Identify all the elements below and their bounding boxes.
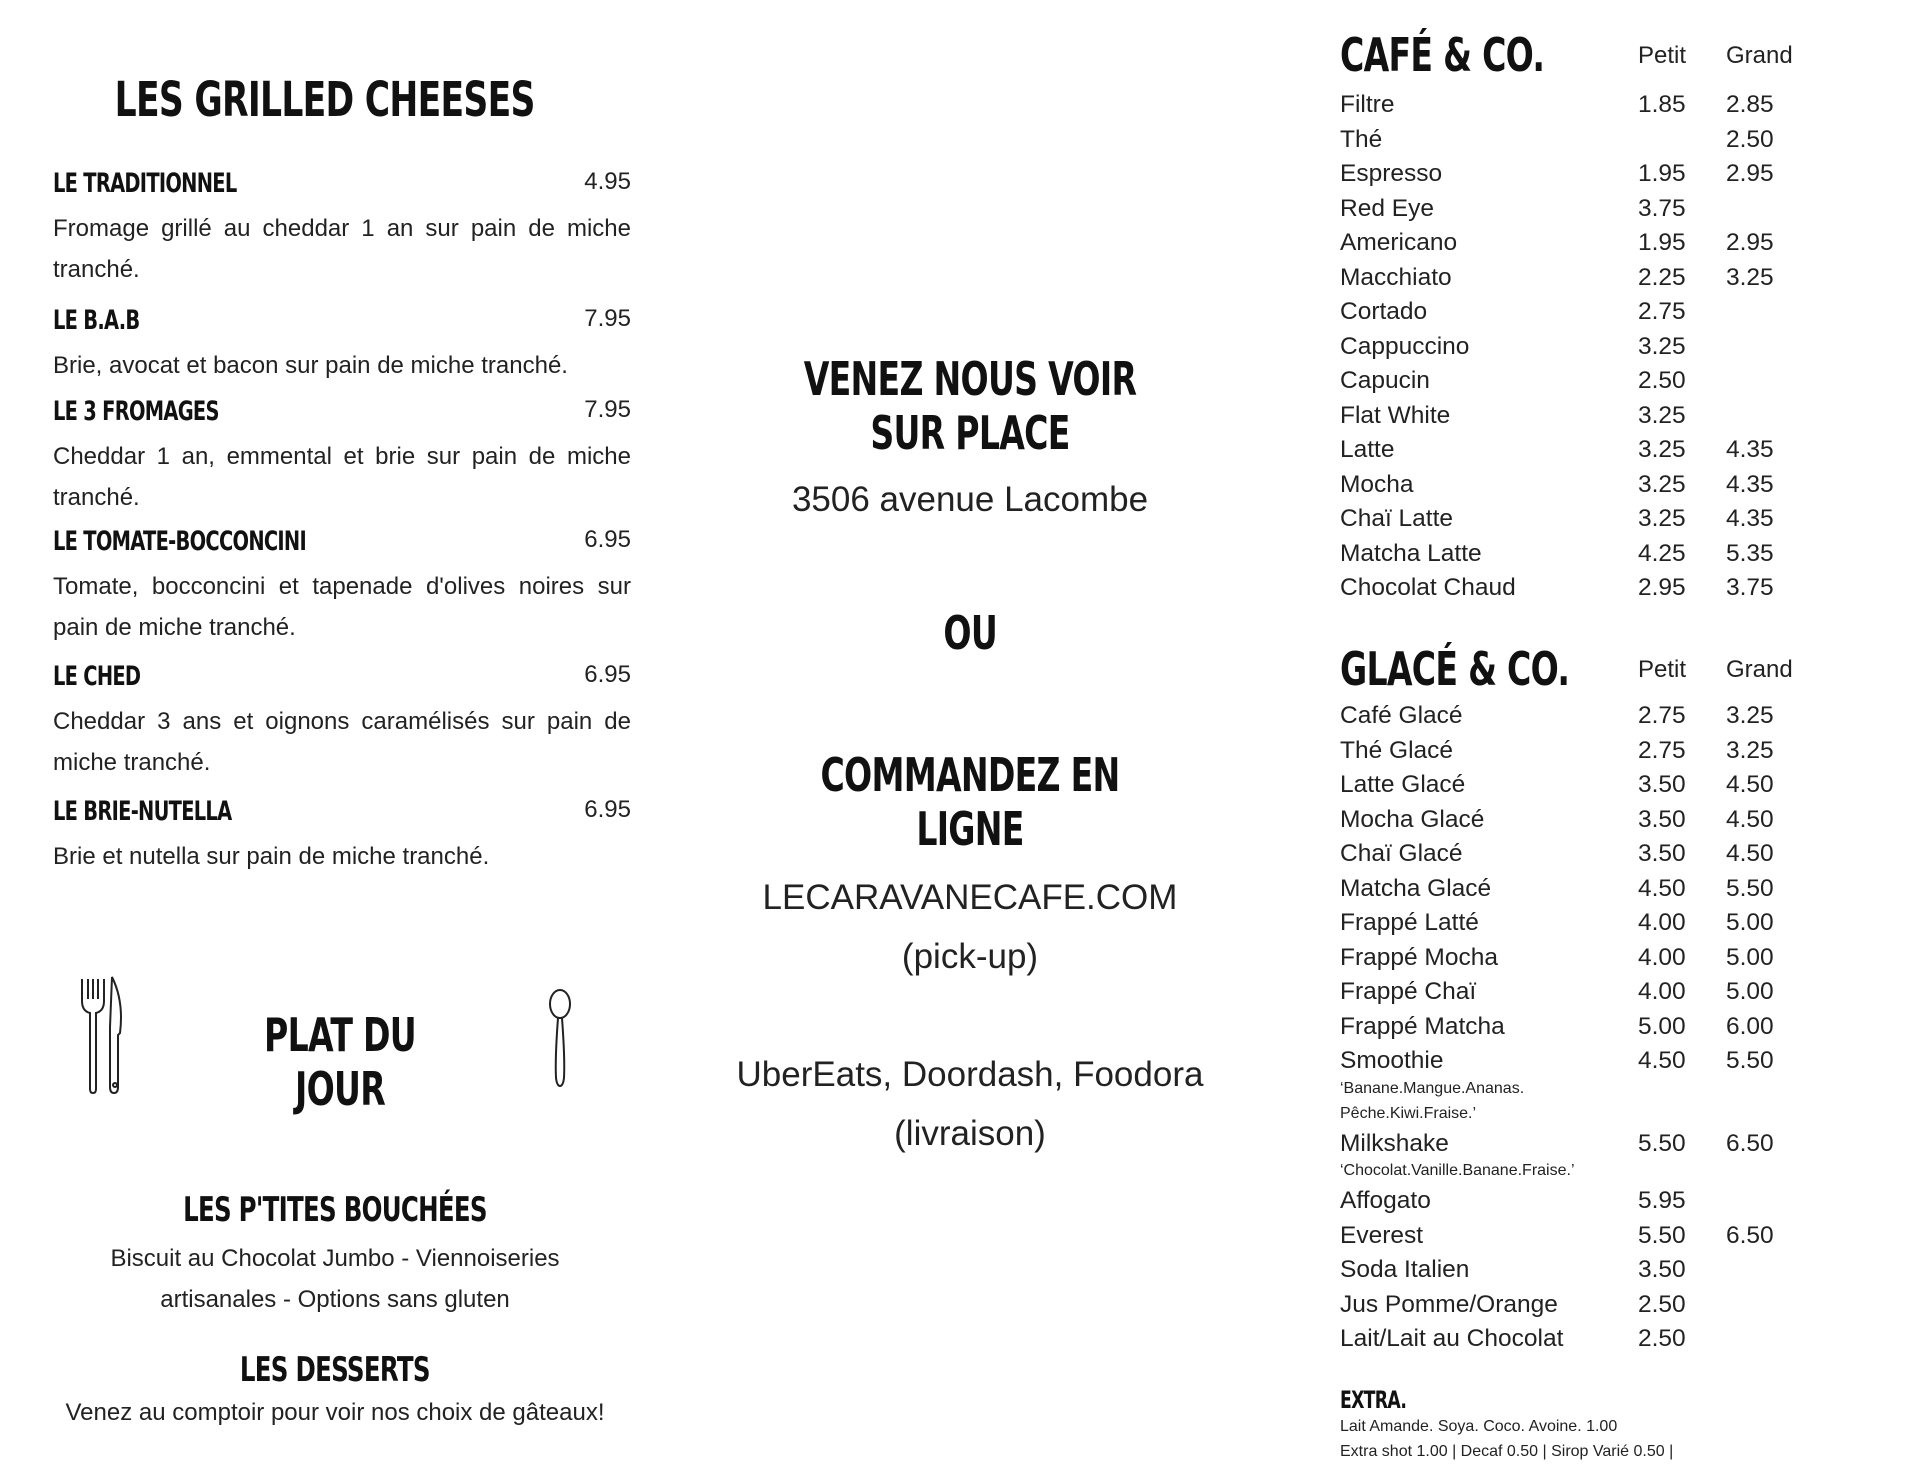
drink-price-petit: 2.95 — [1638, 574, 1686, 601]
drink-row — [1340, 702, 1860, 737]
drink-price-petit: 4.50 — [1638, 874, 1686, 902]
drink-price-grand: 4.50 — [1726, 805, 1774, 833]
drink-price-grand: 4.50 — [1726, 840, 1774, 867]
drink-price-grand: 2.85 — [1726, 91, 1774, 118]
drink-price-grand: 4.35 — [1726, 436, 1774, 463]
item-name: LE BRIE-NUTELLA — [53, 796, 232, 827]
item-description: Brie, avocat et bacon sur pain de miche tranché. — [53, 352, 568, 379]
or-label: OU — [943, 606, 997, 660]
item-price: 4.95 — [584, 168, 631, 195]
drink-name: Frappé Matcha — [1340, 1012, 1505, 1040]
drink-name: Red Eye — [1340, 194, 1434, 222]
drink-name: Mocha — [1340, 470, 1414, 498]
drink-note: ‘Banane.Mangue.Ananas. Pêche.Kiwi.Fraise.’ — [1340, 1079, 1525, 1122]
drink-row — [1340, 333, 1860, 368]
drink-price-petit: 3.25 — [1638, 436, 1686, 463]
drink-price-petit: 2.50 — [1638, 1290, 1686, 1318]
drink-name: Cortado — [1340, 298, 1428, 325]
drink-row — [1340, 1130, 1860, 1165]
item-description: Brie et nutella sur pain de miche tranché. — [53, 843, 490, 870]
delivery-services: UberEats, Doordash, Foodora — [736, 1055, 1204, 1094]
desserts-title: LES DESSERTS — [240, 1350, 430, 1390]
delivery-label: (livraison) — [894, 1114, 1046, 1153]
drink-row — [1340, 1047, 1860, 1082]
drink-name: Filtre — [1340, 91, 1395, 118]
drink-name: Espresso — [1340, 160, 1443, 187]
item-name: LE B.A.B — [53, 305, 140, 336]
drink-price-petit: 3.50 — [1638, 1256, 1686, 1283]
drink-name: Mocha Glacé — [1340, 805, 1485, 833]
drink-row — [1340, 402, 1860, 437]
menu-item — [53, 796, 631, 877]
drink-row — [1340, 505, 1860, 540]
drink-row — [1340, 264, 1860, 299]
drink-price-grand: 2.95 — [1726, 229, 1774, 256]
drink-note: ‘Chocolat.Vanille.Banane.Fraise.’ — [1340, 1162, 1575, 1179]
drink-price-grand: 6.00 — [1726, 1012, 1774, 1040]
drink-price-petit: 3.75 — [1638, 194, 1686, 222]
drink-price-grand: 6.50 — [1726, 1129, 1774, 1157]
extra-section — [1340, 1386, 1860, 1464]
bouchees-line: Biscuit au Chocolat Jumbo - Viennoiseries — [110, 1245, 560, 1272]
drink-price-petit: 5.50 — [1638, 1221, 1686, 1249]
drink-name: Chocolat Chaud — [1340, 574, 1516, 601]
drink-price-petit: 1.95 — [1638, 229, 1686, 256]
drink-name: Latte Glacé — [1340, 771, 1466, 798]
drink-price-grand: 4.50 — [1726, 771, 1774, 798]
item-name: LE CHED — [53, 661, 141, 692]
drink-price-petit: 3.25 — [1638, 505, 1686, 532]
drink-name: Thé Glacé — [1340, 736, 1454, 764]
drink-row — [1340, 737, 1860, 772]
drink-name: Americano — [1340, 229, 1458, 256]
grilled-cheese-title: LES GRILLED CHEESES — [115, 72, 535, 128]
drink-row — [1340, 367, 1860, 402]
pickup-label: (pick-up) — [901, 937, 1039, 976]
drink-price-grand: 5.00 — [1726, 978, 1774, 1005]
drink-name: Jus Pomme/Orange — [1340, 1290, 1558, 1318]
drink-row — [1340, 229, 1860, 264]
item-description: Tomate, bocconcini et tapenade d'olives noires sur pain de miche tranché. — [53, 573, 631, 641]
item-name: LE 3 FROMAGES — [53, 396, 219, 427]
drink-price-grand: 3.75 — [1726, 574, 1774, 601]
drink-name: Affogato — [1340, 1187, 1431, 1214]
drink-price-petit: 2.75 — [1638, 702, 1686, 729]
menu-item — [53, 661, 631, 783]
item-description: Fromage grillé au cheddar 1 an sur pain de miche tranché. — [53, 215, 631, 283]
menu-item — [53, 526, 631, 648]
drink-price-grand: 5.35 — [1726, 539, 1774, 567]
drink-price-petit: 3.50 — [1638, 840, 1686, 867]
drink-price-grand: 4.35 — [1726, 505, 1774, 532]
order-online-title: COMMANDEZ EN LIGNE — [820, 748, 1120, 856]
drink-row — [1340, 1291, 1860, 1326]
drink-name: Frappé Mocha — [1340, 943, 1498, 971]
item-description: Cheddar 3 ans et oignons caramélisés sur pain de miche tranché. — [53, 708, 631, 776]
drink-price-grand: 2.50 — [1726, 125, 1774, 153]
drink-row — [1340, 471, 1860, 506]
menu-item — [53, 305, 631, 386]
drink-price-petit: 3.25 — [1638, 332, 1686, 360]
item-name: LE TRADITIONNEL — [53, 168, 237, 199]
plat-du-jour-title: PLAT DU JOUR — [264, 1008, 416, 1116]
drink-row — [1340, 1256, 1860, 1291]
drink-price-grand: 5.50 — [1726, 1047, 1774, 1074]
drink-price-petit: 4.25 — [1638, 539, 1686, 567]
glace-section — [1340, 642, 1860, 1360]
bouchees-line: artisanales - Options sans gluten — [160, 1286, 510, 1313]
fork-knife-icon — [78, 975, 126, 1097]
drink-row — [1340, 1187, 1860, 1222]
drink-price-grand: 3.25 — [1726, 702, 1774, 729]
menu-item — [53, 168, 631, 290]
col-header-petit: Petit — [1638, 42, 1687, 69]
drink-price-petit: 1.85 — [1638, 91, 1686, 118]
drink-row — [1340, 436, 1860, 471]
drink-price-grand: 5.50 — [1726, 874, 1774, 902]
drink-price-petit: 5.00 — [1638, 1012, 1686, 1040]
item-price: 6.95 — [584, 661, 631, 688]
drink-price-petit: 3.50 — [1638, 771, 1686, 798]
drink-price-grand: 5.00 — [1726, 943, 1774, 971]
drink-price-petit: 2.75 — [1638, 736, 1686, 764]
drink-name: Everest — [1340, 1221, 1424, 1249]
drink-price-petit: 2.50 — [1638, 1325, 1686, 1352]
item-name: LE TOMATE-BOCCONCINI — [53, 526, 306, 557]
visit-title: VENEZ NOUS VOIR SUR PLACE — [803, 352, 1137, 460]
drink-row — [1340, 806, 1860, 841]
drink-name: Macchiato — [1340, 263, 1452, 291]
menu-item — [53, 396, 631, 518]
item-price: 6.95 — [584, 526, 631, 553]
drink-price-grand: 2.95 — [1726, 160, 1774, 187]
drink-name: Matcha Glacé — [1340, 874, 1492, 902]
drink-name: Capucin — [1340, 367, 1430, 394]
extra-line: Lait Amande. Soya. Coco. Avoine. 1.00 — [1340, 1418, 1618, 1435]
spoon-icon — [547, 988, 573, 1088]
extra-title: EXTRA. — [1340, 1386, 1407, 1414]
drink-row — [1340, 944, 1860, 979]
drink-price-petit: 3.25 — [1638, 401, 1686, 429]
desserts-text: Venez au comptoir pour voir nos choix de gâteaux! — [65, 1399, 605, 1426]
item-price: 7.95 — [584, 305, 631, 332]
drink-name: Frappé Chaï — [1340, 978, 1477, 1005]
drink-row — [1340, 909, 1860, 944]
drink-row — [1340, 91, 1860, 126]
item-description: Cheddar 1 an, emmental et brie sur pain de miche tranché. — [53, 443, 631, 511]
drink-price-petit: 2.25 — [1638, 263, 1686, 291]
item-price: 7.95 — [584, 396, 631, 423]
drink-price-petit: 2.50 — [1638, 367, 1686, 394]
drink-row — [1340, 1013, 1860, 1048]
website-link[interactable]: LECARAVANECAFE.COM — [762, 878, 1178, 917]
drink-price-petit: 1.95 — [1638, 160, 1686, 187]
drink-row — [1340, 1222, 1860, 1257]
drink-price-grand: 3.25 — [1726, 736, 1774, 764]
drink-price-petit: 5.50 — [1638, 1129, 1686, 1157]
bouchees-section — [40, 1190, 630, 1320]
drink-price-petit: 4.50 — [1638, 1047, 1686, 1074]
drink-price-grand: 5.00 — [1726, 909, 1774, 936]
drink-price-petit: 4.00 — [1638, 909, 1686, 936]
bouchees-title: LES P'TITES BOUCHÉES — [183, 1190, 487, 1230]
drink-row — [1340, 574, 1860, 609]
extra-line: Extra shot 1.00 | Decaf 0.50 | Sirop Varié 0.50 | — [1340, 1443, 1674, 1460]
cafe-list — [1340, 91, 1860, 609]
drink-row — [1340, 195, 1860, 230]
drink-row — [1340, 298, 1860, 333]
drink-name: Chaï Latte — [1340, 505, 1454, 532]
drink-row — [1340, 875, 1860, 910]
drink-name: Cappuccino — [1340, 332, 1470, 360]
drink-price-grand: 6.50 — [1726, 1221, 1774, 1249]
desserts-section — [30, 1350, 640, 1433]
drink-name: Soda Italien — [1340, 1256, 1470, 1283]
drink-row — [1340, 840, 1860, 875]
item-price: 6.95 — [584, 796, 631, 823]
address: 3506 avenue Lacombe — [791, 480, 1149, 519]
drink-price-petit: 4.00 — [1638, 943, 1686, 971]
drink-row — [1340, 1325, 1860, 1360]
drink-price-grand: 4.35 — [1726, 470, 1774, 498]
drink-name: Latte — [1340, 436, 1395, 463]
drink-row — [1340, 540, 1860, 575]
drink-name: Thé — [1340, 125, 1383, 153]
drink-row — [1340, 771, 1860, 806]
cafe-title: CAFÉ & CO. — [1340, 28, 1545, 82]
glace-list — [1340, 702, 1860, 1360]
glace-title: GLACÉ & CO. — [1340, 642, 1570, 696]
col-header-grand: Grand — [1726, 656, 1793, 683]
col-header-grand: Grand — [1726, 42, 1793, 69]
drink-name: Flat White — [1340, 401, 1451, 429]
drink-name: Lait/Lait au Chocolat — [1340, 1325, 1564, 1352]
drink-name: Matcha Latte — [1340, 539, 1482, 567]
drink-price-grand: 3.25 — [1726, 263, 1774, 291]
drink-name: Smoothie — [1340, 1047, 1444, 1074]
cafe-section — [1340, 28, 1860, 609]
drink-name: Chaï Glacé — [1340, 840, 1463, 867]
drink-row — [1340, 160, 1860, 195]
drink-row — [1340, 126, 1860, 161]
drink-name: Frappé Latté — [1340, 909, 1479, 936]
drink-price-petit: 5.95 — [1638, 1187, 1686, 1214]
drink-price-petit: 3.50 — [1638, 805, 1686, 833]
drink-name: Milkshake — [1340, 1129, 1449, 1157]
col-header-petit: Petit — [1638, 656, 1687, 683]
drink-price-petit: 3.25 — [1638, 470, 1686, 498]
drink-name: Café Glacé — [1340, 702, 1463, 729]
drink-price-petit: 2.75 — [1638, 298, 1686, 325]
drink-price-petit: 4.00 — [1638, 978, 1686, 1005]
drink-row — [1340, 978, 1860, 1013]
